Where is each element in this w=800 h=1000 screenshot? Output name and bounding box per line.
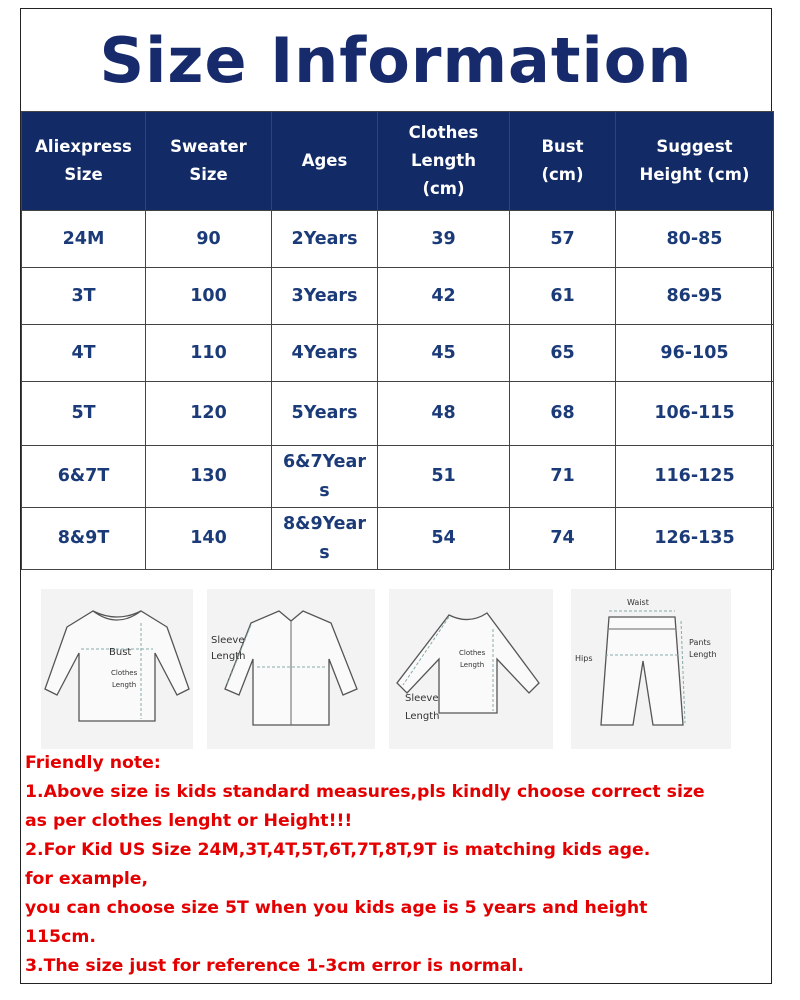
- measurement-diagrams: [21, 583, 773, 759]
- cell-suggest-height: 106-115: [616, 382, 774, 446]
- cell-sweater-size: 140: [146, 508, 272, 570]
- cell-ages: 6&7Year s: [272, 446, 378, 508]
- table-row: [22, 382, 774, 446]
- cell-sweater-size: 90: [146, 211, 272, 268]
- label-length: Length: [689, 650, 717, 659]
- cell-sweater-size: 120: [146, 382, 272, 446]
- label-length: Length: [112, 681, 137, 689]
- cell-aliexpress-size: 4T: [22, 325, 146, 382]
- size-table: [21, 111, 774, 570]
- label-clothes: Clothes: [111, 669, 138, 677]
- label-sleeve: Sleeve: [211, 635, 245, 646]
- note-line: 115cm.: [25, 927, 96, 947]
- label-pants: Pants: [689, 638, 711, 647]
- header-ages: Ages: [272, 112, 378, 211]
- cell-bust: 57: [510, 211, 616, 268]
- note-line: for example,: [25, 869, 149, 889]
- note-line: 1.Above size is kids standard measures,pls kindly choose correct size: [25, 782, 705, 802]
- header-sweater-size: Sweater Size: [146, 112, 272, 211]
- label-length-2: Length: [405, 711, 440, 722]
- label-waist: Waist: [627, 598, 649, 607]
- label-hips: Hips: [575, 654, 593, 663]
- label-sleeve: Sleeve: [405, 693, 439, 704]
- cell-bust: 74: [510, 508, 616, 570]
- sweater-diagram: [41, 589, 193, 749]
- note-heading: Friendly note:: [25, 753, 161, 773]
- cell-aliexpress-size: 8&9T: [22, 508, 146, 570]
- cell-suggest-height: 126-135: [616, 508, 774, 570]
- cell-clothes-length: 42: [378, 268, 510, 325]
- header-aliexpress-size: Aliexpress Size: [22, 112, 146, 211]
- cell-aliexpress-size: 3T: [22, 268, 146, 325]
- table-row: [22, 211, 774, 268]
- cell-clothes-length: 48: [378, 382, 510, 446]
- cell-ages: 8&9Year s: [272, 508, 378, 570]
- cell-suggest-height: 96-105: [616, 325, 774, 382]
- cell-aliexpress-size: 6&7T: [22, 446, 146, 508]
- shirt-diagram: [207, 589, 375, 749]
- page-title: Size Information: [99, 23, 693, 97]
- table-row: [22, 325, 774, 382]
- cell-clothes-length: 54: [378, 508, 510, 570]
- cell-clothes-length: 51: [378, 446, 510, 508]
- label-clothes: Clothes: [459, 649, 486, 657]
- note-line: as per clothes lenght or Height!!!: [25, 811, 353, 831]
- header-row: [22, 112, 774, 211]
- cell-suggest-height: 116-125: [616, 446, 774, 508]
- size-chart: [20, 8, 772, 984]
- cell-suggest-height: 86-95: [616, 268, 774, 325]
- cell-bust: 61: [510, 268, 616, 325]
- note-line: 3.The size just for reference 1-3cm error is normal.: [25, 956, 524, 976]
- cell-clothes-length: 45: [378, 325, 510, 382]
- cell-sweater-size: 100: [146, 268, 272, 325]
- cell-bust: 71: [510, 446, 616, 508]
- table-row: [22, 446, 774, 508]
- header-bust: Bust (cm): [510, 112, 616, 211]
- cell-sweater-size: 130: [146, 446, 272, 508]
- cell-ages: 3Years: [272, 268, 378, 325]
- pants-diagram: [571, 589, 731, 749]
- cell-bust: 68: [510, 382, 616, 446]
- header-suggest-height: Suggest Height (cm): [616, 112, 774, 211]
- cell-bust: 65: [510, 325, 616, 382]
- raglan-diagram: [389, 589, 553, 749]
- cell-aliexpress-size: 5T: [22, 382, 146, 446]
- cell-sweater-size: 110: [146, 325, 272, 382]
- label-length: Length: [211, 651, 246, 662]
- label-length: Length: [460, 661, 485, 669]
- table-row: [22, 268, 774, 325]
- note-line: you can choose size 5T when you kids age is 5 years and height: [25, 898, 648, 918]
- header-clothes-length: Clothes Length (cm): [378, 112, 510, 211]
- cell-suggest-height: 80-85: [616, 211, 774, 268]
- table-row: [22, 508, 774, 570]
- cell-aliexpress-size: 24M: [22, 211, 146, 268]
- note-line: 2.For Kid US Size 24M,3T,4T,5T,6T,7T,8T,9T is matching kids age.: [25, 840, 651, 860]
- cell-ages: 4Years: [272, 325, 378, 382]
- cell-ages: 2Years: [272, 211, 378, 268]
- label-bust: Bust: [109, 647, 132, 658]
- friendly-note: [25, 749, 773, 981]
- cell-ages: 5Years: [272, 382, 378, 446]
- cell-clothes-length: 39: [378, 211, 510, 268]
